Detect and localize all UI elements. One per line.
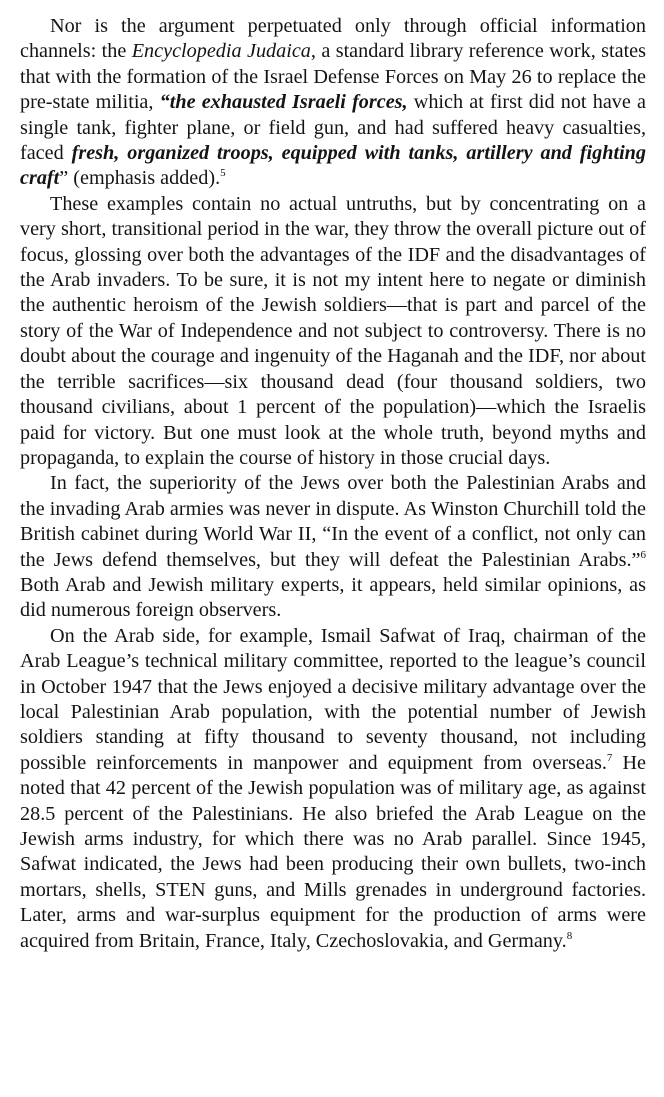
book-title: Encyclopedia Judaica [131, 40, 311, 63]
text-run: which at first did not have a single tank, fighter plane, or field gun, and had suffered heavy casualties, faced [20, 91, 646, 165]
paragraph-encyclopedia [20, 14, 646, 192]
footnote-marker: 7 [606, 751, 613, 764]
paragraph-examples: These examples contain no actual untruths, but by concentrating on a very short, transitional period in the war, they throw the overall picture out of focus, glossing over both the advantages of the IDF and the disadvantages of the Arab invaders. To be sure, it is not my intent here to negate or diminish the authentic heroism of the Jewish soldiers—that is part and parcel of the story of the War of Independence and not subject to controversy. There is no doubt about the courage and ingenuity of the Haganah and the IDF, nor about the terrible sacrifices—six thousand dead (four thousand soldiers, two thousand civilians, about 1 percent of the population)—which the Israelis paid for victory. But one must look at the whole truth, beyond myths and propaganda, to explain the course of history in those crucial days. [20, 192, 646, 469]
quote-emphasis: “the exhausted Israeli forces, [159, 91, 408, 114]
text-run: , a standard library reference work, states that with the formation of the Israel Defense Forces on May 26 to replace the pre-state militia, [20, 40, 646, 114]
text-run: In fact, the superiority of the Jews over both the Palestinian Arabs and the invading Arab armies was never in dispute. As Winston Churchill told the British cabinet during World War II, “In the event of a conflict, not only can the Jews defend themselves, but they will defeat the Palestinian Arabs.” [20, 472, 646, 571]
book-page [20, 14, 646, 954]
text-run: On the Arab side, for example, Ismail Safwat of Iraq, chairman of the Arab League’s technical military committee, reported to the league’s council in October 1947 that the Jews enjoyed a decisive military advantage over the local Palestinian Arab population, with the potential number of Jewish soldiers standing at fifty thousand to seventy thousand, not including possible reinforcements in manpower and equipment from overseas. [20, 624, 646, 774]
paragraph-superiority [20, 471, 646, 623]
footnote-marker: 8 [566, 929, 573, 942]
text-run: He noted that 42 percent of the Jewish population was of military age, as against 28.5 percent of the Palestinians. He also briefed the Arab League on the Jewish arms industry, for which there was no Arab parallel. Since 1945, Safwat indicated, the Jews had been producing their own bullets, two-inch mortars, shells, STEN guns, and Mills grenades in underground factories. Later, arms and war-surplus equipment for the production of arms were acquired from Britain, France, Italy, Czechoslovakia, and Germany. [20, 751, 646, 952]
footnote-marker: 6 [640, 548, 646, 561]
quote-emphasis: fresh, organized troops, equipped with tanks, artillery and fighting craft [20, 142, 647, 190]
text-run: Nor is the argument perpetuated only through official information channels: the [20, 15, 646, 63]
text-run: Both Arab and Jewish military experts, it appears, held similar opinions, as did numerous foreign observers. [20, 573, 646, 622]
paragraph-arab-side [20, 624, 646, 954]
footnote-marker: 5 [220, 167, 226, 180]
text-run: ” (emphasis added). [59, 167, 221, 190]
